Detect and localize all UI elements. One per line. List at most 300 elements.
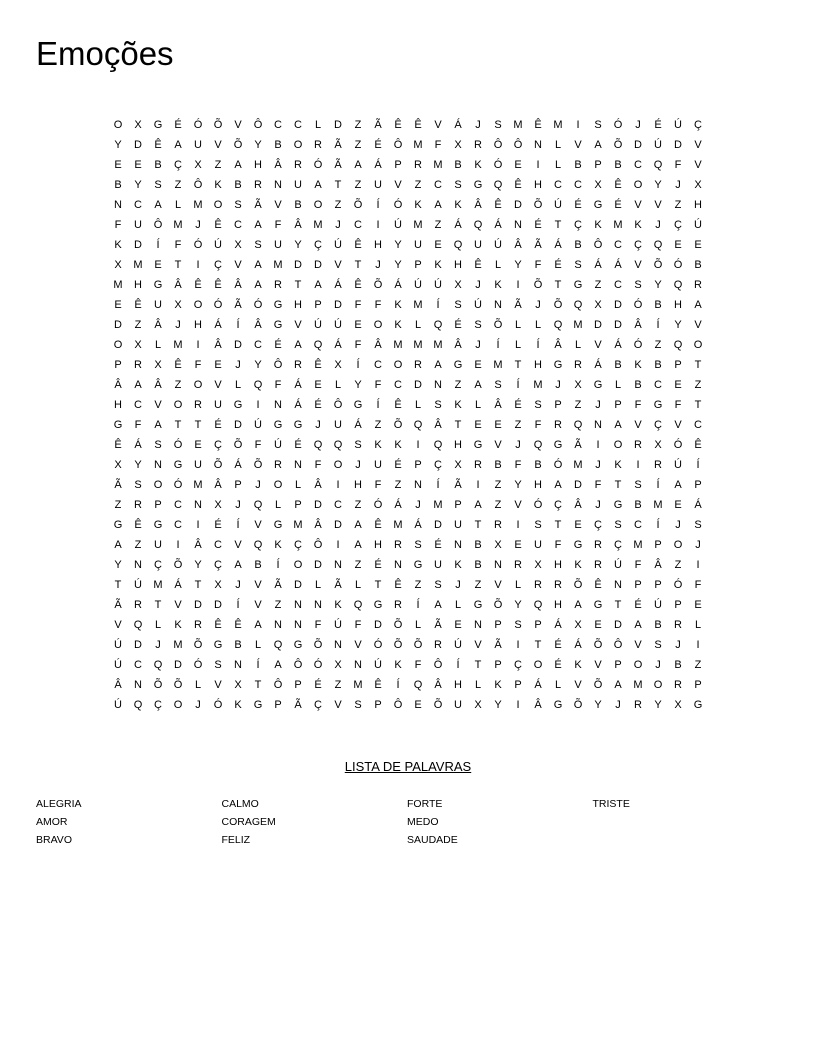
grid-cell: P xyxy=(394,159,402,171)
grid-cell: Ó xyxy=(553,459,563,471)
grid-cell: J xyxy=(555,379,561,391)
grid-cell: Á xyxy=(234,459,242,471)
grid-cell: Z xyxy=(674,199,682,211)
grid-cell: Â xyxy=(114,679,122,691)
grid-cell: F xyxy=(274,379,282,391)
grid-cell: Ç xyxy=(594,519,602,531)
grid-cell: Ú xyxy=(214,239,222,251)
grid-cell: Ç xyxy=(314,239,322,251)
grid-cell: N xyxy=(294,619,302,631)
grid-cell: X xyxy=(494,539,502,551)
grid-cell: Ô xyxy=(273,359,283,371)
grid-row xyxy=(108,375,708,395)
grid-cell: X xyxy=(234,239,242,251)
grid-cell: V xyxy=(634,259,642,271)
grid-cell: C xyxy=(134,659,142,671)
grid-cell: Ç xyxy=(154,699,162,711)
grid-cell: T xyxy=(254,679,262,691)
grid-cell: H xyxy=(354,479,362,491)
grid-cell: Y xyxy=(294,239,302,251)
grid-cell: R xyxy=(294,159,302,171)
grid-cell: E xyxy=(154,259,162,271)
grid-cell: T xyxy=(294,279,302,291)
grid-cell: Ó xyxy=(633,339,643,351)
grid-cell: U xyxy=(214,399,222,411)
grid-cell: T xyxy=(334,179,342,191)
grid-cell: Z xyxy=(394,479,402,491)
grid-cell: D xyxy=(314,259,322,271)
grid-row xyxy=(108,135,708,155)
grid-cell: Z xyxy=(414,579,422,591)
grid-cell: B xyxy=(494,459,502,471)
grid-cell: C xyxy=(374,359,382,371)
grid-cell: L xyxy=(514,319,522,331)
grid-row xyxy=(108,295,708,315)
grid-cell: Á xyxy=(554,239,562,251)
grid-cell: Í xyxy=(376,399,380,411)
grid-cell: K xyxy=(114,239,122,251)
grid-cell: G xyxy=(353,399,363,411)
grid-cell: X xyxy=(594,179,602,191)
grid-cell: R xyxy=(694,279,702,291)
grid-cell: Ô xyxy=(513,139,523,151)
page-title: Emoções xyxy=(36,35,174,72)
grid-cell: H xyxy=(554,599,562,611)
grid-cell: F xyxy=(314,459,322,471)
grid-cell: Â xyxy=(194,539,202,551)
grid-cell: Ú xyxy=(394,219,402,231)
grid-cell: Q xyxy=(533,439,543,451)
grid-cell: M xyxy=(153,579,163,591)
grid-cell: Õ xyxy=(613,139,623,151)
grid-cell: K xyxy=(394,299,402,311)
grid-cell: M xyxy=(493,359,503,371)
grid-cell: I xyxy=(536,159,540,171)
grid-cell: L xyxy=(414,399,422,411)
grid-cell: X xyxy=(534,559,542,571)
grid-cell: Q xyxy=(673,279,683,291)
grid-cell: Ê xyxy=(214,619,222,631)
grid-cell: J xyxy=(695,539,701,551)
grid-cell: Ã xyxy=(334,159,342,171)
grid-cell: C xyxy=(234,219,242,231)
word-list-item: FORTE xyxy=(407,798,443,810)
grid-cell: E xyxy=(114,159,122,171)
grid-cell: V xyxy=(594,659,602,671)
grid-cell: H xyxy=(534,479,542,491)
grid-cell: J xyxy=(235,359,241,371)
grid-cell: V xyxy=(514,499,522,511)
grid-cell: N xyxy=(294,459,302,471)
grid-cell: M xyxy=(613,219,623,231)
grid-cell: U xyxy=(194,139,202,151)
grid-cell: F xyxy=(434,139,442,151)
grid-cell: B xyxy=(654,619,662,631)
grid-cell: D xyxy=(414,379,422,391)
grid-cell: T xyxy=(154,599,162,611)
grid-cell: V xyxy=(214,679,222,691)
grid-cell: A xyxy=(474,499,482,511)
grid-cell: H xyxy=(374,539,382,551)
grid-cell: V xyxy=(234,539,242,551)
grid-cell: K xyxy=(634,359,642,371)
grid-cell: S xyxy=(514,619,522,631)
grid-cell: D xyxy=(614,319,622,331)
grid-cell: J xyxy=(675,519,681,531)
grid-cell: Ó xyxy=(493,159,503,171)
grid-cell: G xyxy=(693,699,703,711)
grid-cell: Ç xyxy=(174,159,182,171)
grid-cell: Ó xyxy=(173,479,183,491)
grid-cell: Í xyxy=(236,319,240,331)
grid-cell: Â xyxy=(454,339,462,351)
grid-cell: Ô xyxy=(253,119,263,131)
grid-cell: U xyxy=(454,699,462,711)
grid-cell: Y xyxy=(134,459,142,471)
grid-cell: Ç xyxy=(694,119,702,131)
grid-cell: Á xyxy=(394,499,402,511)
grid-cell: Â xyxy=(554,339,562,351)
grid-cell: U xyxy=(154,539,162,551)
grid-cell: Ô xyxy=(433,659,443,671)
grid-cell: I xyxy=(336,479,340,491)
grid-cell: C xyxy=(274,119,282,131)
grid-cell: B xyxy=(294,199,302,211)
word-list xyxy=(36,795,780,849)
grid-cell: E xyxy=(354,319,362,331)
grid-cell: S xyxy=(694,519,702,531)
grid-cell: C xyxy=(614,239,622,251)
grid-cell: Ú xyxy=(614,559,622,571)
grid-cell: L xyxy=(554,159,562,171)
grid-cell: Y xyxy=(514,479,522,491)
grid-cell: L xyxy=(154,339,162,351)
grid-row xyxy=(108,435,708,455)
grid-cell: Q xyxy=(153,659,163,671)
grid-cell: Ç xyxy=(214,439,222,451)
grid-cell: I xyxy=(476,479,480,491)
grid-cell: Q xyxy=(433,319,443,331)
grid-cell: C xyxy=(254,339,262,351)
grid-cell: Z xyxy=(134,319,142,331)
grid-cell: U xyxy=(134,219,142,231)
grid-cell: Õ xyxy=(493,319,503,331)
grid-cell: É xyxy=(554,639,562,651)
grid-cell: I xyxy=(696,559,700,571)
grid-cell: U xyxy=(534,539,542,551)
grid-cell: Y xyxy=(654,699,662,711)
word-list-item: FELIZ xyxy=(221,834,251,846)
grid-row xyxy=(108,555,708,575)
grid-cell: Â xyxy=(534,699,542,711)
grid-cell: Õ xyxy=(573,579,583,591)
grid-cell: C xyxy=(614,279,622,291)
grid-cell: R xyxy=(654,459,662,471)
grid-cell: É xyxy=(514,399,522,411)
grid-cell: O xyxy=(213,199,223,211)
grid-cell: Ó xyxy=(193,239,203,251)
grid-cell: J xyxy=(475,339,481,351)
grid-cell: Ú xyxy=(334,239,342,251)
grid-cell: R xyxy=(274,279,282,291)
grid-cell: B xyxy=(234,179,242,191)
grid-cell: B xyxy=(114,179,122,191)
grid-cell: Õ xyxy=(173,679,183,691)
grid-cell: R xyxy=(594,539,602,551)
grid-cell: F xyxy=(134,419,142,431)
grid-cell: P xyxy=(694,679,702,691)
grid-cell: É xyxy=(174,119,182,131)
grid-cell: Ô xyxy=(393,139,403,151)
grid-cell: Y xyxy=(194,559,202,571)
grid-cell: Õ xyxy=(213,459,223,471)
grid-cell: Í xyxy=(516,379,520,391)
grid-cell: M xyxy=(313,219,323,231)
grid-cell: Y xyxy=(654,279,662,291)
grid-cell: B xyxy=(254,559,262,571)
grid-cell: I xyxy=(176,539,180,551)
grid-cell: I xyxy=(636,459,640,471)
grid-cell: Ú xyxy=(274,439,282,451)
grid-cell: G xyxy=(173,459,183,471)
grid-row xyxy=(108,175,708,195)
grid-cell: D xyxy=(234,419,242,431)
grid-cell: A xyxy=(314,279,322,291)
grid-cell: Á xyxy=(214,319,222,331)
grid-cell: V xyxy=(234,259,242,271)
grid-cell: K xyxy=(494,279,502,291)
grid-cell: Ó xyxy=(213,699,223,711)
grid-cell: A xyxy=(614,679,622,691)
grid-cell: V xyxy=(494,579,502,591)
grid-cell: M xyxy=(633,539,643,551)
grid-cell: A xyxy=(174,139,182,151)
grid-cell: J xyxy=(615,699,621,711)
grid-cell: C xyxy=(394,379,402,391)
grid-cell: Ê xyxy=(394,119,402,131)
grid-cell: É xyxy=(314,399,322,411)
grid-cell: Ã xyxy=(294,699,302,711)
grid-cell: B xyxy=(574,239,582,251)
grid-row xyxy=(108,515,708,535)
grid-cell: Q xyxy=(413,419,423,431)
grid-cell: Í xyxy=(656,479,660,491)
grid-cell: A xyxy=(434,359,442,371)
grid-cell: C xyxy=(434,179,442,191)
grid-cell: K xyxy=(574,659,582,671)
grid-cell: J xyxy=(535,299,541,311)
grid-cell: K xyxy=(494,679,502,691)
grid-cell: C xyxy=(294,119,302,131)
grid-cell: S xyxy=(474,319,482,331)
grid-row xyxy=(108,655,708,675)
grid-cell: M xyxy=(393,519,403,531)
grid-cell: D xyxy=(434,519,442,531)
grid-cell: D xyxy=(594,319,602,331)
grid-cell: L xyxy=(554,139,562,151)
grid-cell: Z xyxy=(514,419,522,431)
grid-cell: B xyxy=(274,139,282,151)
grid-cell: Á xyxy=(354,419,362,431)
grid-cell: U xyxy=(374,459,382,471)
grid-cell: B xyxy=(234,639,242,651)
grid-cell: J xyxy=(475,279,481,291)
grid-cell: Á xyxy=(574,639,582,651)
grid-cell: M xyxy=(353,679,363,691)
grid-cell: M xyxy=(553,119,563,131)
grid-cell: L xyxy=(354,579,362,591)
grid-cell: N xyxy=(134,559,142,571)
grid-cell: Õ xyxy=(433,699,443,711)
grid-cell: S xyxy=(434,579,442,591)
grid-cell: E xyxy=(474,419,482,431)
grid-cell: Õ xyxy=(533,279,543,291)
grid-cell: A xyxy=(354,519,362,531)
grid-cell: S xyxy=(634,479,642,491)
grid-cell: Y xyxy=(134,179,142,191)
grid-cell: H xyxy=(294,299,302,311)
grid-cell: K xyxy=(454,399,462,411)
grid-cell: M xyxy=(433,339,443,351)
grid-cell: I xyxy=(416,439,420,451)
grid-cell: S xyxy=(254,239,262,251)
grid-cell: Ç xyxy=(674,219,682,231)
grid-cell: E xyxy=(514,159,522,171)
grid-cell: Á xyxy=(374,159,382,171)
grid-cell: P xyxy=(634,579,642,591)
grid-cell: É xyxy=(214,519,222,531)
grid-cell: R xyxy=(414,359,422,371)
grid-cell: V xyxy=(394,179,402,191)
grid-cell: J xyxy=(675,639,681,651)
grid-cell: X xyxy=(114,259,122,271)
grid-cell: Q xyxy=(313,339,323,351)
grid-cell: Á xyxy=(294,379,302,391)
grid-cell: S xyxy=(354,699,362,711)
grid-cell: Y xyxy=(514,599,522,611)
grid-cell: D xyxy=(574,479,582,491)
grid-cell: M xyxy=(433,159,443,171)
grid-cell: Ó xyxy=(313,159,323,171)
grid-cell: V xyxy=(334,699,342,711)
grid-cell: Â xyxy=(494,399,502,411)
grid-cell: F xyxy=(354,339,362,351)
grid-cell: Â xyxy=(474,199,482,211)
grid-cell: O xyxy=(653,679,663,691)
grid-cell: Ç xyxy=(214,559,222,571)
grid-cell: O xyxy=(173,399,183,411)
grid-cell: O xyxy=(113,119,123,131)
grid-cell: Y xyxy=(494,699,502,711)
grid-cell: R xyxy=(634,439,642,451)
grid-cell: P xyxy=(694,479,702,491)
grid-cell: U xyxy=(274,239,282,251)
grid-cell: S xyxy=(354,439,362,451)
grid-cell: A xyxy=(434,599,442,611)
grid-cell: V xyxy=(594,339,602,351)
grid-cell: E xyxy=(574,519,582,531)
grid-cell: F xyxy=(254,439,262,451)
grid-cell: A xyxy=(694,299,702,311)
grid-cell: S xyxy=(214,659,222,671)
grid-cell: É xyxy=(434,539,442,551)
grid-cell: U xyxy=(374,179,382,191)
grid-cell: P xyxy=(674,599,682,611)
grid-cell: G xyxy=(273,299,283,311)
grid-cell: G xyxy=(413,559,423,571)
grid-cell: N xyxy=(334,559,342,571)
grid-cell: R xyxy=(634,699,642,711)
grid-cell: G xyxy=(553,439,563,451)
grid-cell: Â xyxy=(214,479,222,491)
grid-cell: D xyxy=(294,259,302,271)
grid-cell: Õ xyxy=(193,639,203,651)
grid-cell: C xyxy=(634,159,642,171)
grid-cell: C xyxy=(174,499,182,511)
grid-cell: L xyxy=(254,639,262,651)
grid-cell: X xyxy=(334,659,342,671)
grid-cell: Z xyxy=(334,679,342,691)
grid-cell: M xyxy=(173,339,183,351)
grid-cell: P xyxy=(494,619,502,631)
grid-cell: G xyxy=(373,599,383,611)
grid-cell: O xyxy=(293,559,303,571)
grid-cell: I xyxy=(196,519,200,531)
grid-row xyxy=(108,575,708,595)
grid-cell: I xyxy=(336,539,340,551)
grid-cell: D xyxy=(134,239,142,251)
grid-row xyxy=(108,695,708,715)
grid-cell: A xyxy=(354,539,362,551)
grid-cell: Ó xyxy=(533,499,543,511)
grid-cell: X xyxy=(134,339,142,351)
grid-cell: V xyxy=(254,519,262,531)
grid-cell: A xyxy=(234,559,242,571)
grid-cell: S xyxy=(574,259,582,271)
grid-cell: M xyxy=(633,679,643,691)
grid-cell: O xyxy=(633,179,643,191)
grid-cell: Á xyxy=(134,439,142,451)
grid-cell: H xyxy=(554,559,562,571)
grid-cell: Â xyxy=(654,559,662,571)
grid-cell: G xyxy=(613,499,623,511)
grid-cell: H xyxy=(134,279,142,291)
grid-cell: Ó xyxy=(193,119,203,131)
grid-cell: Á xyxy=(554,619,562,631)
word-list-item: ALEGRIA xyxy=(36,798,82,810)
grid-cell: E xyxy=(114,299,122,311)
grid-cell: P xyxy=(534,619,542,631)
grid-cell: G xyxy=(153,119,163,131)
grid-cell: F xyxy=(114,219,122,231)
grid-cell: G xyxy=(293,419,303,431)
grid-cell: A xyxy=(594,139,602,151)
grid-cell: M xyxy=(413,139,423,151)
grid-cell: H xyxy=(534,359,542,371)
grid-cell: N xyxy=(434,379,442,391)
grid-cell: D xyxy=(114,319,122,331)
grid-cell: Ê xyxy=(234,619,242,631)
word-list-item: MEDO xyxy=(407,816,439,828)
grid-cell: N xyxy=(334,639,342,651)
grid-cell: R xyxy=(134,499,142,511)
grid-cell: K xyxy=(394,319,402,331)
grid-cell: Ç xyxy=(214,259,222,271)
grid-cell: Ç xyxy=(574,219,582,231)
grid-cell: X xyxy=(194,159,202,171)
grid-cell: V xyxy=(634,419,642,431)
grid-cell: X xyxy=(654,439,662,451)
